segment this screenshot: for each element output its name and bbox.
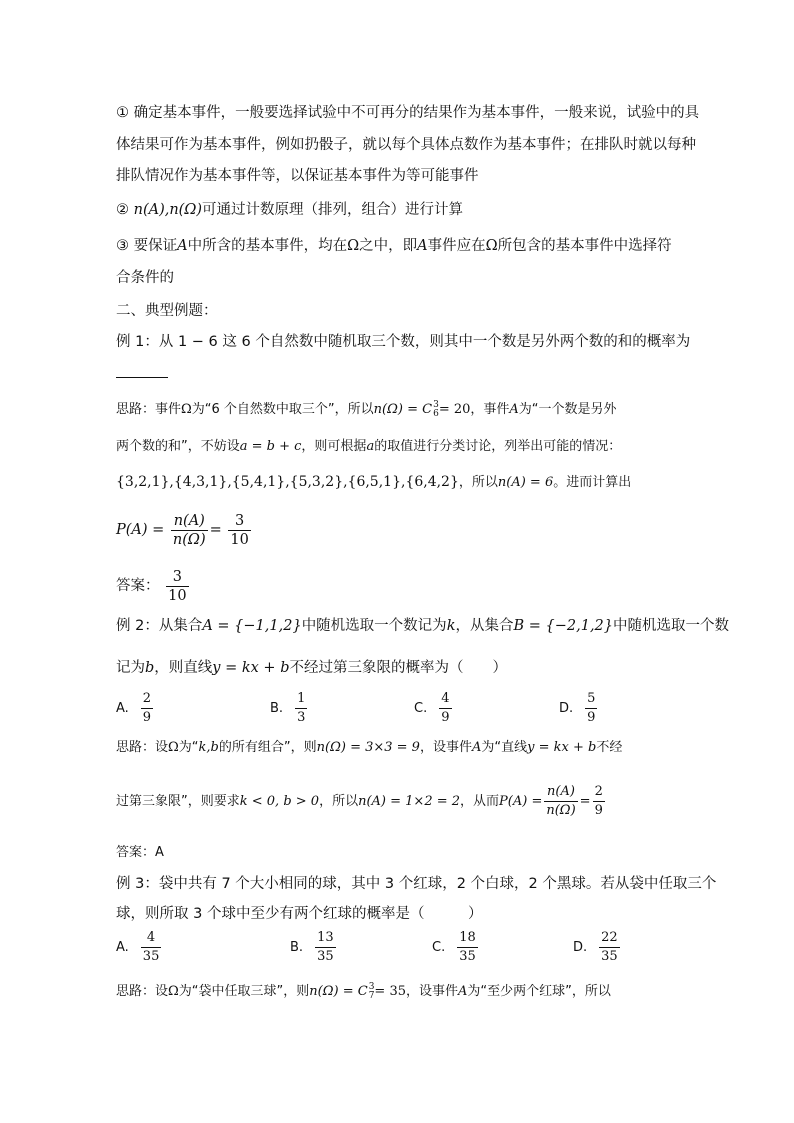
ex2-idea-line: y = kx + b <box>527 740 597 755</box>
ex3-option-a-num: 4 <box>146 930 156 945</box>
ex2-idea2-b: ，所以 <box>319 794 359 809</box>
para3-t1: 中所含的基本事件，均在 <box>187 238 348 254</box>
answer-blank <box>116 377 168 378</box>
ex2-idea2-math: n(A) = 1×2 = 2 <box>358 794 461 809</box>
ex2-idea2-vden: 9 <box>594 803 603 818</box>
ex1-prob-lhs: P(A) = <box>116 522 165 538</box>
ex1-sets: {3,2,1},{4,3,1},{5,4,1},{5,3,2},{6,5,1},{6,4,2} <box>116 474 459 490</box>
ex1-idea-d: 为“一个数是另外 <box>518 402 617 417</box>
ex2-q2-b: ，则直线 <box>154 660 213 676</box>
ex3-idea-sub: 7 <box>368 990 375 1001</box>
ex2-idea2-cond: k < 0, b > 0 <box>239 794 320 809</box>
ex2-q1-d: 中随机选取一个数 <box>613 618 730 634</box>
ex2-option-d[interactable] <box>559 690 599 727</box>
para3-a2: A <box>417 238 428 254</box>
ex1-prob-eq: = <box>209 522 222 538</box>
ex2-idea-e: 为“直线 <box>481 740 528 755</box>
ex2-option-d-label: D. <box>559 701 574 716</box>
ex1-idea2-b: ，则可根据 <box>301 439 367 454</box>
ex3-option-c-den: 35 <box>459 949 476 964</box>
ex2-option-b-label: B. <box>270 701 284 716</box>
ex2-answer: 答案：A <box>116 845 164 860</box>
ex1-prob-value <box>228 512 250 549</box>
ex3-idea-d: 为“至少两个红球”，所以 <box>467 984 611 999</box>
ex1-idea2-c: 的取值进行分类讨论，列举出可能的情况： <box>374 439 622 454</box>
ex1-question: 例 1：从 1 − 6 这 6 个自然数中随机取三个数，则其中一个数是另外两个数的和的概率为 <box>116 334 691 350</box>
ex1-prob-num: n(A) <box>173 512 205 529</box>
ex3-option-c[interactable] <box>432 929 480 966</box>
ex3-idea-c: ，设事件 <box>406 984 459 999</box>
ex2-idea2-c: ，从而 <box>460 794 500 809</box>
ex1-idea2-var: a <box>366 439 375 454</box>
ex1-answer-den: 10 <box>168 587 187 604</box>
ex1-idea3-a: ，所以 <box>458 475 498 490</box>
ex2-q2-a: 记为 <box>116 660 145 676</box>
ex1-answer-label: 答案： <box>116 578 160 594</box>
ex2-question-line1 <box>116 616 729 636</box>
ex2-idea-b: 为“ <box>178 740 199 755</box>
ex1-prob-frac <box>171 512 208 549</box>
ex2-idea-omega: Ω <box>168 740 179 755</box>
para1-line2: 体结果可作为基本事件，例如扔骰子，就以每个具体点数作为基本事件；在排队时就以每种 <box>116 137 696 153</box>
ex1-idea-line1 <box>116 400 617 420</box>
ex1-prob-val-num: 3 <box>234 512 245 529</box>
ex3-idea-b: 为“袋中任取三球”，则 <box>178 984 310 999</box>
ex2-option-c[interactable] <box>414 690 454 727</box>
ex1-idea-c: ，事件 <box>470 402 510 417</box>
ex1-idea2-a: 两个数的和”，不妨设 <box>116 439 240 454</box>
ex1-idea-math: n(Ω) = C <box>373 402 433 417</box>
ex3-option-b[interactable] <box>290 929 338 966</box>
para3-t3: 事件应在 <box>427 238 486 254</box>
ex1-prob-val-den: 10 <box>230 531 249 548</box>
ex2-idea-math: n(Ω) = 3×3 = 9 <box>316 740 420 755</box>
ex2-option-c-label: C. <box>414 701 428 716</box>
ex2-option-b-num: 1 <box>297 691 306 706</box>
ex2-idea-d: ，设事件 <box>419 740 472 755</box>
ex2-idea2-eq: = <box>579 794 591 809</box>
ex1-probability <box>116 510 253 550</box>
ex3-option-c-num: 18 <box>459 930 476 945</box>
ex2-setB: B = {−2,1,2} <box>513 618 614 634</box>
ex2-q2-c: 不经过第三象限的概率为（ ） <box>289 660 507 676</box>
para3-a1: A <box>177 238 188 254</box>
para3-line2: 合条件的 <box>116 270 174 286</box>
ex3-option-a-den: 35 <box>142 949 160 964</box>
ex1-idea-line2 <box>116 437 621 457</box>
ex2-q1-a: 例 2：从集合 <box>116 618 203 634</box>
para2-math: n(A),n(Ω) <box>133 202 203 218</box>
ex3-option-b-den: 35 <box>317 949 334 964</box>
ex2-k: k <box>446 618 456 634</box>
ex1-idea-line3 <box>116 472 631 493</box>
para2 <box>116 200 463 220</box>
ex3-option-d-den: 35 <box>601 949 618 964</box>
ex3-idea-A: A <box>458 984 468 999</box>
ex2-line: y = kx + b <box>212 660 290 676</box>
ex2-idea2-P: P(A) = <box>499 794 543 809</box>
ex2-setA: A = {−1,1,2} <box>202 618 302 634</box>
ex1-idea2-math: a = b + c <box>239 439 302 454</box>
para3-t4: 所包含的基本事件中选择符 <box>497 238 672 254</box>
ex2-idea-line2 <box>116 782 607 822</box>
ex2-q1-c: ，从集合 <box>455 618 514 634</box>
ex3-option-a[interactable] <box>116 929 163 966</box>
ex2-option-a-num: 2 <box>142 691 152 706</box>
para2-prefix: ② <box>116 202 129 218</box>
ex1-answer-num: 3 <box>172 568 182 585</box>
ex2-idea-A: A <box>471 740 482 755</box>
ex3-idea-sup: 3 <box>368 981 375 992</box>
ex3-option-d[interactable] <box>573 929 622 966</box>
ex2-idea-c: 的所有组合”，则 <box>218 740 317 755</box>
ex2-option-c-num: 4 <box>441 691 450 706</box>
ex2-idea2-vnum: 2 <box>594 784 603 799</box>
ex2-idea-line1 <box>116 738 622 758</box>
para3-t2: 之中，即 <box>359 238 418 254</box>
ex3-option-d-label: D. <box>573 940 588 955</box>
ex2-option-a-label: A. <box>116 701 129 716</box>
ex2-option-a[interactable] <box>116 690 155 727</box>
section-title: 二、典型例题： <box>116 303 218 319</box>
ex1-idea-sub: 6 <box>433 408 439 419</box>
ex2-option-a-den: 9 <box>142 710 152 725</box>
ex1-idea3-b: 。进而计算出 <box>553 475 632 490</box>
ex3-question-line2: 球，则所取 3 个球中至少有两个红球的概率是（ ） <box>116 906 483 922</box>
ex2-idea2-den: n(Ω) <box>546 803 576 818</box>
ex2-idea-f: 不经 <box>596 740 623 755</box>
ex1-idea-sup: 3 <box>433 399 439 410</box>
ex3-idea <box>116 982 611 1002</box>
ex2-option-b[interactable] <box>270 690 309 727</box>
ex2-option-b-den: 3 <box>297 710 306 725</box>
ex2-idea2-num: n(A) <box>547 784 575 799</box>
para1-line3: 排队情况作为基本事件等，以保证基本事件为等可能事件 <box>116 168 479 184</box>
ex1-idea3-math: n(A) = 6 <box>497 475 554 490</box>
para2-text: 可通过计数原理（排列，组合）进行计算 <box>202 202 464 218</box>
ex2-q1-b: 中随机选取一个数记为 <box>301 618 447 634</box>
ex2-b: b <box>145 660 155 676</box>
ex1-idea-b: 为“6 个自然数中取三个”，所以 <box>191 402 374 417</box>
ex1-idea-a: 思路：事件 <box>116 402 182 417</box>
para3-o2: Ω <box>485 238 498 254</box>
ex3-option-d-num: 22 <box>601 930 618 945</box>
ex2-option-d-den: 9 <box>587 710 596 725</box>
para1-line1: ① 确定基本事件，一般要选择试验中不可再分的结果作为基本事件，一般来说，试验中的具 <box>116 105 700 121</box>
ex2-idea-kb: k,b <box>198 740 219 755</box>
ex1-answer-frac <box>166 568 188 605</box>
para3-prefix: ③ 要保证 <box>116 238 178 254</box>
ex3-option-c-label: C. <box>432 940 446 955</box>
ex2-option-c-den: 9 <box>441 710 450 725</box>
ex3-option-a-label: A. <box>116 940 129 955</box>
ex3-idea-a: 思路：设 <box>116 984 169 999</box>
ex1-idea-omega: Ω <box>181 402 192 417</box>
ex3-question-line1: 例 3：袋中共有 7 个大小相同的球，其中 3 个红球，2 个白球，2 个黑球。若从袋中任取三个 <box>116 876 717 892</box>
ex1-answer <box>116 566 191 606</box>
para3-o1: Ω <box>347 238 360 254</box>
ex1-prob-den: n(Ω) <box>172 531 206 548</box>
ex3-idea-eq: = 35 <box>374 984 406 999</box>
ex2-idea-a: 思路：设 <box>116 740 169 755</box>
ex2-question-line2 <box>116 658 507 678</box>
ex3-option-b-label: B. <box>290 940 304 955</box>
ex2-idea2-a: 过第三象限”，则要求 <box>116 794 240 809</box>
ex3-option-b-num: 13 <box>317 930 334 945</box>
para3-line1 <box>116 236 672 256</box>
ex2-option-d-num: 5 <box>587 691 596 706</box>
ex1-idea-A: A <box>509 402 519 417</box>
ex3-idea-omega: Ω <box>168 984 179 999</box>
ex3-idea-math: n(Ω) = C <box>309 984 368 999</box>
ex1-idea-eq: = 20 <box>438 402 471 417</box>
